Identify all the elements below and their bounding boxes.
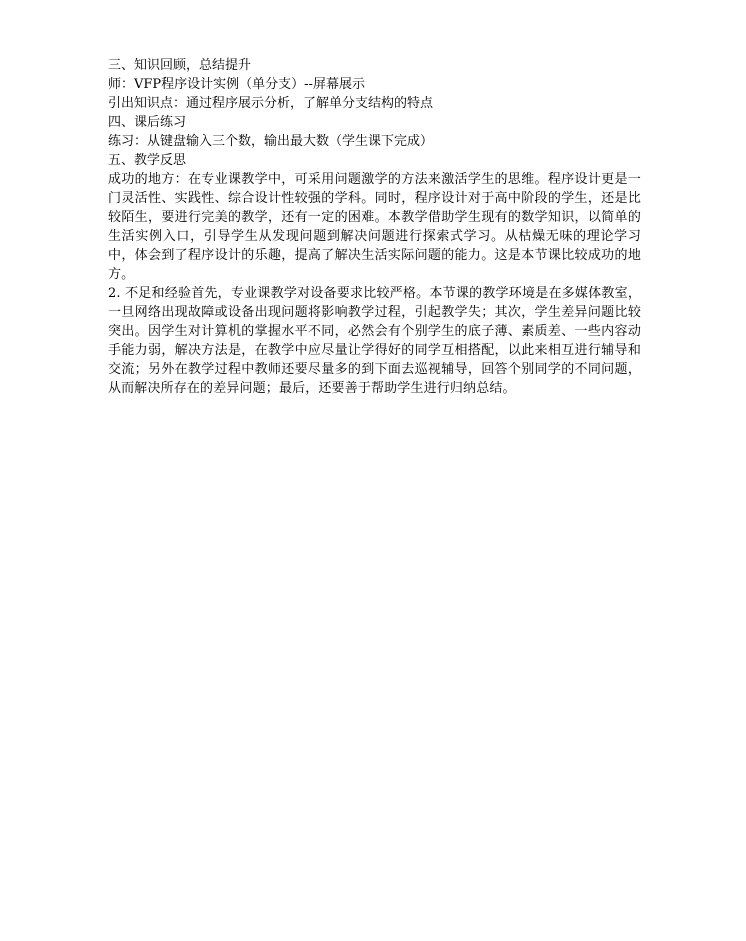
section-heading-reflection: 五、教学反思: [108, 153, 187, 168]
section-heading-homework: 四、课后练习: [108, 115, 187, 130]
section-heading-review: 三、知识回顾，总结提升: [108, 58, 252, 73]
reflection-shortcomings-paragraph: 2. 不足和经验首先，专业课教学对设备要求比较严格。本节课的教学环境是在多媒体教室，一旦网络出现故障或设备出现问题将影响教学过程，引起教学失；其次，学生差异问题比较突出。因学生对计算机的掌握水平不同，必然会有个别学生的底子薄、素质差、一些内容动手能力弱，解决方法是，在教学中应尽量让学得好的同学互相搭配，以此来相互进行辅导和交流；另外在教学过程中教师还要尽量多的到下面去巡视辅导，回答个别同学的不同问题，从而解决所存在的差异问题；最后，还要善于帮助学生进行归纳总结。: [108, 286, 641, 396]
knowledge-point-line: 引出知识点：通过程序展示分析，了解单分支结构的特点: [108, 96, 434, 111]
teacher-line: 师：VFP程序设计实例（单分支）--屏幕展示: [108, 77, 365, 92]
document-body: [108, 56, 641, 398]
exercise-line: 练习：从键盘输入三个数，输出最大数（学生课下完成）: [108, 134, 434, 149]
reflection-success-paragraph: 成功的地方：在专业课教学中，可采用问题激学的方法来激活学生的思维。程序设计更是一门灵活性、实践性、综合设计性较强的学科。同时，程序设计对于高中阶段的学生，还是比较陌生，要进行完美的教学，还有一定的困难。本教学借助学生现有的数学知识，以简单的生活实例入口，引导学生从发现问题到解决问题进行探索式学习。从枯燥无味的理论学习中，体会到了程序设计的乐趣，提高了解决生活实际问题的能力。这是本节课比较成功的地方。: [108, 172, 641, 282]
